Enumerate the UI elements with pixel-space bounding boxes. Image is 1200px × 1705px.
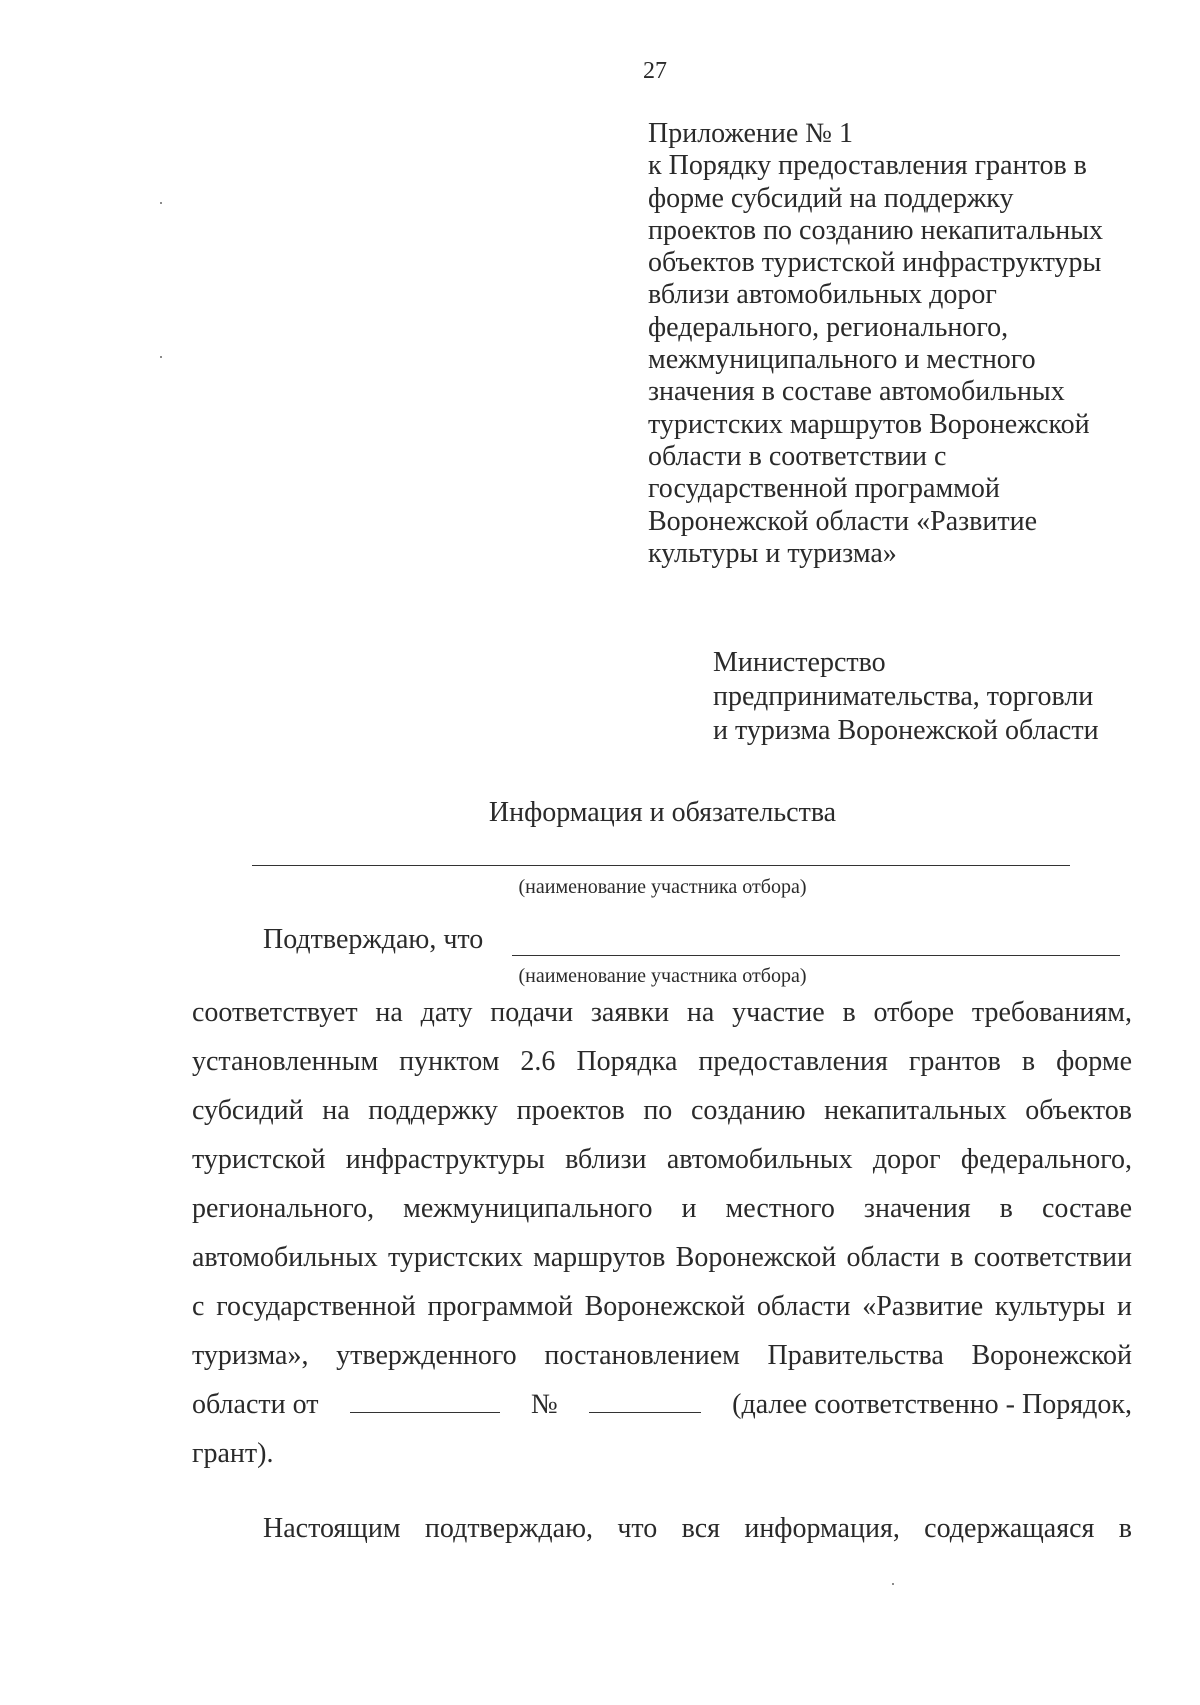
body-line: с государственной программой Воронежской области «Развитие культуры и bbox=[192, 1291, 1132, 1322]
scan-speck bbox=[892, 1583, 894, 1585]
appendix-line: к Порядку предоставления грантов в bbox=[648, 150, 1087, 182]
appendix-line: проектов по созданию некапитальных bbox=[648, 214, 1104, 246]
addressee-line: Министерство bbox=[713, 647, 886, 678]
date-line-prefix: области от bbox=[192, 1389, 319, 1420]
body-line: субсидий на поддержку проектов по созданию некапитальных объектов bbox=[192, 1095, 1132, 1126]
addressee-line: предпринимательства, торговли bbox=[713, 681, 1094, 712]
confirm-prefix: Подтверждаю, что bbox=[263, 924, 484, 955]
confirm-statement bbox=[263, 924, 483, 956]
appendix-line: государственной программой bbox=[648, 473, 1000, 505]
body-line: регионального, межмуниципального и местного значения в составе bbox=[192, 1193, 1132, 1224]
appendix-line: Приложение № 1 bbox=[648, 118, 853, 149]
addressee-line: и туризма Воронежской области bbox=[713, 715, 1099, 746]
appendix-line: межмуниципального и местного bbox=[648, 344, 1036, 376]
date-number-line bbox=[192, 1389, 1132, 1421]
appendix-line: федерального, регионального, bbox=[648, 311, 1009, 343]
date-line-suffix: (далее соответственно - Порядок, bbox=[732, 1389, 1132, 1420]
body-closing-line: грант). bbox=[192, 1438, 274, 1469]
appendix-line: туристских маршрутов Воронежской bbox=[648, 408, 1090, 440]
scan-speck bbox=[160, 202, 162, 204]
participant-name-line bbox=[252, 865, 1070, 866]
appendix-line: значения в составе автомобильных bbox=[648, 376, 1065, 408]
appendix-line: Воронежской области «Развитие bbox=[648, 505, 1038, 537]
appendix-line: объектов туристской инфраструктуры bbox=[648, 247, 1102, 279]
appendix-line: вблизи автомобильных дорог bbox=[648, 279, 997, 311]
page-number: 27 bbox=[643, 58, 667, 84]
number-sign: № bbox=[530, 1389, 558, 1420]
document-title: Информация и обязательства bbox=[488, 797, 837, 828]
body-line: соответствует на дату подачи заявки на участие в отборе требованиям, bbox=[192, 997, 1132, 1028]
number-blank bbox=[589, 1390, 701, 1413]
body-line: туризма», утвержденного постановлением Правительства Воронежской bbox=[192, 1340, 1132, 1371]
addressee-block bbox=[713, 646, 1173, 748]
body-line: автомобильных туристских маршрутов Воронежской области в соответствии bbox=[192, 1242, 1132, 1273]
confirm-name-line bbox=[512, 955, 1120, 956]
confirm-caption: (наименование участника отбора) bbox=[518, 965, 807, 987]
body-line: туристской инфраструктуры вблизи автомобильных дорог федерального, bbox=[192, 1144, 1132, 1175]
next-paragraph-line: Настоящим подтверждаю, что вся информация, содержащаяся в bbox=[263, 1513, 1132, 1544]
date-blank bbox=[350, 1390, 500, 1413]
scan-speck bbox=[160, 356, 162, 358]
appendix-header bbox=[648, 118, 1168, 570]
participant-caption: (наименование участника отбора) bbox=[518, 876, 807, 898]
appendix-line: области в соответствии с bbox=[648, 440, 947, 472]
body-line: установленным пунктом 2.6 Порядка предоставления грантов в форме bbox=[192, 1046, 1132, 1077]
appendix-line: культуры и туризма» bbox=[648, 537, 897, 569]
appendix-line: форме субсидий на поддержку bbox=[648, 182, 1014, 214]
